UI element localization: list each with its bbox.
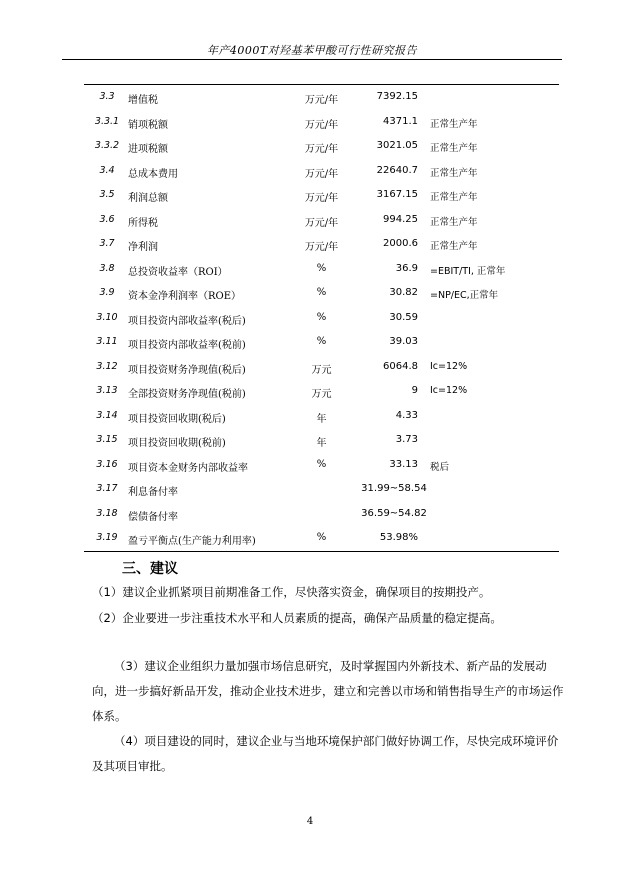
table-row [84, 110, 559, 135]
row-item: 项目投资内部收益率(税后) [128, 315, 246, 327]
row-unit: 万元/年 [304, 119, 339, 131]
table-row [84, 330, 559, 355]
row-item: 利润总额 [128, 193, 168, 204]
row-item: 总成本费用 [128, 168, 178, 180]
row-item: 净利润 [128, 242, 158, 253]
row-number: 3.9 [99, 287, 115, 298]
row-unit: % [316, 262, 327, 274]
row-value: 33.13 [389, 458, 418, 470]
row-number: 3.14 [96, 409, 118, 421]
row-item: 项目资本金财务内部收益率 [128, 462, 248, 474]
table-row [84, 453, 559, 478]
row-value: 7392.15 [376, 91, 418, 102]
row-value: 3167.15 [376, 189, 418, 200]
row-item: 项目投资内部收益率(税前) [128, 340, 246, 351]
row-unit: 万元/年 [304, 168, 339, 180]
row-item: 所得税 [128, 217, 158, 229]
row-number: 3.7 [99, 238, 115, 249]
row-value: 3021.05 [376, 140, 418, 151]
row-item: 盈亏平衡点(生产能力利用率) [128, 536, 256, 547]
row-note: 正常生产年 [430, 216, 478, 228]
row-item: 进项税额 [128, 144, 168, 155]
row-number: 3.19 [96, 532, 118, 543]
row-number: 3.11 [96, 336, 118, 347]
table-row [84, 502, 559, 527]
row-item: 总投资收益率（ROI） [128, 266, 228, 278]
row-unit: 万元/年 [304, 144, 339, 155]
row-note: 正常生产年 [430, 167, 478, 179]
row-note: 正常生产年 [430, 143, 478, 154]
row-unit: % [316, 311, 327, 323]
header-rule [62, 59, 562, 60]
table-row [84, 232, 559, 257]
table-row [84, 281, 559, 306]
row-note: =NP/EC,正常年 [430, 290, 499, 301]
row-value: 9 [411, 385, 418, 396]
row-number: 3.18 [96, 507, 118, 519]
page-header-title: 年产4000T对羟基苯甲酸可行性研究报告 [206, 44, 418, 57]
row-number: 3.6 [99, 213, 115, 225]
table-row [84, 404, 559, 429]
recommendation-paragraph: （4）项目建设的同时，建议企业与当地环境保护部门做好协调工作，尽快完成环境评价及其项目审批。 [92, 734, 559, 773]
row-item: 偿债备付率 [128, 511, 178, 523]
row-item: 项目投资回收期(税前) [128, 438, 226, 449]
row-unit: 万元/年 [304, 193, 339, 204]
row-item: 项目投资财务净现值(税后) [128, 364, 246, 376]
row-value: 39.03 [389, 336, 418, 347]
row-unit: 万元 [311, 364, 332, 376]
row-unit: % [316, 287, 327, 298]
row-unit: % [316, 532, 327, 543]
row-number: 3.8 [99, 262, 115, 274]
row-number: 3.3.1 [94, 115, 120, 127]
table-row [84, 379, 559, 404]
row-item: 项目投资回收期(税后) [128, 413, 226, 425]
table-row [84, 526, 559, 551]
row-note: Ic=12% [430, 360, 468, 372]
row-value: 36.59~54.82 [361, 507, 427, 519]
table-row [84, 306, 559, 331]
row-item: 全部投资财务净现值(税前) [128, 389, 246, 400]
table-row [84, 85, 559, 110]
table-row [84, 183, 559, 208]
row-unit: % [316, 458, 327, 470]
row-note: 正常生产年 [430, 118, 478, 130]
row-value: 22640.7 [376, 164, 418, 176]
recommendation-paragraph: （2）企业要进一步注重技术水平和人员素质的提高，确保产品质量的稳定提高。 [92, 611, 502, 625]
section-title: 三、建议 [122, 561, 178, 577]
table-row [84, 208, 559, 233]
recommendation-paragraph: （3）建议企业组织力量加强市场信息研究，及时掌握国内外新技术、新产品的发展动向，进一步搞好新品开发，推动企业技术进步，建立和完善以市场和销售指导生产的市场运作体系。 [92, 659, 564, 723]
table-row [84, 159, 559, 184]
row-item: 销项税额 [128, 119, 168, 131]
row-unit: % [316, 336, 327, 347]
row-number: 3.3.2 [94, 140, 120, 151]
row-number: 3.16 [96, 458, 118, 470]
row-number: 3.12 [96, 360, 118, 372]
row-unit: 万元/年 [304, 95, 339, 106]
row-item: 资本金净利润率（ROE） [128, 291, 242, 302]
row-value: 30.59 [389, 311, 418, 323]
row-value: 4371.1 [383, 115, 418, 127]
table-row [84, 134, 559, 159]
row-value: 36.9 [395, 262, 418, 274]
row-note: =EBIT/TI, 正常年 [430, 265, 506, 277]
row-number: 3.17 [96, 483, 118, 494]
row-note: 正常生产年 [430, 192, 478, 203]
row-number: 3.3 [99, 91, 115, 102]
row-value: 2000.6 [383, 238, 418, 249]
table-row [84, 355, 559, 380]
row-number: 3.13 [96, 385, 118, 396]
row-unit: 万元 [311, 389, 332, 400]
row-item: 增值税 [128, 95, 158, 106]
row-item: 利息备付率 [128, 487, 178, 498]
table-row [84, 428, 559, 453]
row-value: 30.82 [389, 287, 418, 298]
row-unit: 年 [316, 438, 327, 449]
row-note: 正常生产年 [430, 241, 478, 252]
row-value: 6064.8 [383, 360, 418, 372]
row-note: Ic=12% [430, 385, 468, 396]
row-unit: 万元/年 [304, 217, 339, 229]
table-row [84, 257, 559, 282]
row-number: 3.5 [99, 189, 115, 200]
recommendation-paragraph: （1）建议企业抓紧项目前期准备工作，尽快落实资金，确保项目的按期投产。 [92, 585, 491, 599]
row-note: 税后 [430, 461, 450, 473]
page-number: 4 [306, 816, 314, 827]
row-unit: 年 [316, 413, 327, 425]
table-row [84, 477, 559, 502]
row-unit: 万元/年 [304, 242, 339, 253]
row-value: 994.25 [383, 213, 418, 225]
row-value: 3.73 [395, 434, 418, 445]
row-number: 3.15 [96, 434, 118, 445]
indicator-table [84, 84, 559, 552]
row-value: 4.33 [395, 409, 418, 421]
row-value: 53.98% [379, 532, 418, 543]
row-number: 3.10 [96, 311, 118, 323]
row-value: 31.99~58.54 [361, 483, 427, 494]
row-number: 3.4 [99, 164, 115, 176]
